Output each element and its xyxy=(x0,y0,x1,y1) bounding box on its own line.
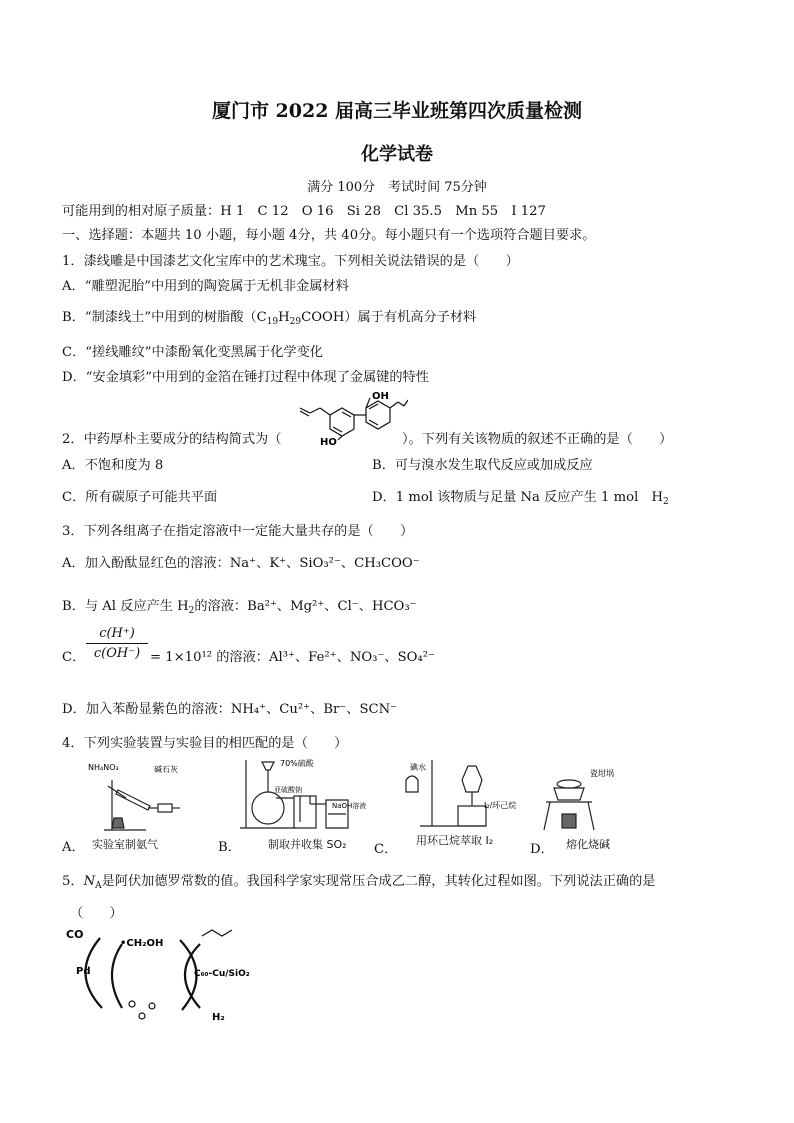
q1-b-text-2: H xyxy=(278,310,290,325)
q3-option-d: D．加入苯酚显紫色的溶液：NH₄⁺、Cu²⁺、Br⁻、SCN⁻ xyxy=(62,702,398,717)
exam-meta: 满分 100分 考试时间 75分钟 xyxy=(307,180,487,195)
apparatus-b-caption: 制取并收集 SO₂ xyxy=(268,838,347,851)
d-vessel: 瓷坩埚 xyxy=(590,769,614,778)
catalyst-label: C₆₀-Cu/SiO₂ xyxy=(194,969,250,979)
q4-a-label: A． xyxy=(62,840,85,855)
co-label: CO xyxy=(66,928,84,941)
q3-option-c-label: C． xyxy=(62,650,86,665)
q5-stem xyxy=(62,870,656,891)
q2-d-text: D．1 mol 该物质与足量 Na 反应产生 1 mol H xyxy=(372,490,663,505)
apparatus-d-caption: 熔化烧碱 xyxy=(566,838,610,851)
a-reagent-2: 碱石灰 xyxy=(154,765,178,774)
q2-d-sub: 2 xyxy=(662,497,669,507)
q2-option-d xyxy=(372,486,669,507)
subject-title: 化学试卷 xyxy=(361,144,433,165)
q2-option-c: C．所有碳原子可能共平面 xyxy=(62,490,218,505)
q4-stem: 4．下列实验装置与实验目的相匹配的是（ ） xyxy=(62,736,348,751)
q3-stem: 3．下列各组离子在指定溶液中一定能大量共存的是（ ） xyxy=(62,524,414,539)
catalytic-cycle-diagram xyxy=(62,924,262,1024)
q2-option-a: A．不饱和度为 8 xyxy=(62,458,164,473)
ethylene-glycol xyxy=(202,930,232,936)
apparatus-a-ammonia xyxy=(86,760,186,832)
q1-option-d: D．“安金填彩”中用到的金箔在锤打过程中体现了金属键的特性 xyxy=(62,370,429,385)
c-solvent: I₂/环己烷 xyxy=(484,801,516,810)
q1-option-b xyxy=(62,306,476,327)
a-reagent-1: NH₄NO₃ xyxy=(88,763,119,772)
oh-label-top: OH xyxy=(372,391,389,402)
q3-option-c-text: = 1×10¹² 的溶液：Al³⁺、Fe²⁺、NO₃⁻、SO₄²⁻ xyxy=(150,650,435,665)
q1-b-sub-1: 19 xyxy=(266,317,279,327)
fraction-numerator: c(H⁺) xyxy=(99,626,135,641)
magnolol-structure xyxy=(292,388,408,446)
apparatus-b-so2 xyxy=(236,756,376,832)
q5-na: N xyxy=(83,874,96,889)
q3-b-text-2: 的溶液：Ba²⁺、Mg²⁺、Cl⁻、HCO₃⁻ xyxy=(194,599,417,614)
q3-b-text-1: B．与 Al 反应产生 H xyxy=(62,599,189,614)
h2-label: H₂ xyxy=(212,1012,225,1023)
b-acid: 70%硫酸 xyxy=(280,759,314,768)
q1-b-sub-2: 29 xyxy=(289,317,302,327)
apparatus-a-caption: 实验室制氨气 xyxy=(92,838,158,851)
exam-title: 厦门市 2022 届高三毕业班第四次质量检测 xyxy=(211,100,583,122)
q5-na-sub: A xyxy=(95,881,102,891)
apparatus-d-melt xyxy=(540,764,630,832)
q3-b-sub: 2 xyxy=(188,606,195,616)
fraction-bar xyxy=(86,643,148,644)
left-arc-inner xyxy=(112,944,122,1008)
q5-stem-text: 是阿伏加德罗常数的值。我国科学家实现常压合成乙二醇，其转化过程如图。下列说法正确的是 xyxy=(101,874,656,889)
q4-c-label: C． xyxy=(374,842,398,857)
q3-option-a: A．加入酚酞显红色的溶液：Na⁺、K⁺、SiO₃²⁻、CH₃COO⁻ xyxy=(62,556,420,571)
pd-label: Pd xyxy=(76,966,91,977)
q2-option-b: B．可与溴水发生取代反应或加成反应 xyxy=(372,458,593,473)
fraction-denominator: c(OH⁻) xyxy=(93,646,141,661)
q1-option-a: A．“雕塑泥胎”中用到的陶瓷属于无机非金属材料 xyxy=(62,279,349,294)
b-base: NaOH溶液 xyxy=(332,802,367,810)
q5-answer-paren: （ ） xyxy=(70,906,123,921)
q1-b-text-3: COOH）属于有机高分子材料 xyxy=(301,310,477,325)
oxalate-ester xyxy=(129,1001,155,1019)
q5-number: 5． xyxy=(62,874,84,889)
q4-b-label: B． xyxy=(218,840,241,855)
b-salt: 亚硫酸钠 xyxy=(274,786,302,794)
q3-option-b xyxy=(62,595,417,616)
q2-stem-part2: ）。下列有关该物质的叙述不正确的是（ ） xyxy=(402,432,673,447)
apparatus-c-caption: 用环己烷萃取 I₂ xyxy=(416,834,494,847)
section-heading: 一、选择题：本题共 10 小题，每小题 4分，共 40分。每小题只有一个选项符合题目要求。 xyxy=(62,228,596,243)
oh-label-bottom: HO xyxy=(320,437,337,446)
q1-option-c: C．“搓线雕纹”中漆酚氧化变黑属于化学变化 xyxy=(62,345,323,360)
q1-stem: 1．漆线雕是中国漆艺文化宝库中的艺术瑰宝。下列相关说法错误的是（ ） xyxy=(62,254,519,269)
ch2oh-label: •CH₂OH xyxy=(120,938,164,949)
atomic-mass-line: 可能用到的相对原子质量：H 1 C 12 O 16 Si 28 Cl 35.5 Mn 55 I 127 xyxy=(62,204,546,219)
c-water: 碘水 xyxy=(410,763,426,772)
q1-b-text-1: B．“制漆线土”中用到的树脂酸（C xyxy=(62,310,267,325)
q3-c-fraction xyxy=(86,626,148,661)
q2-stem-part1: 2．中药厚朴主要成分的结构简式为（ xyxy=(62,432,282,447)
q4-d-label: D． xyxy=(530,842,554,857)
apparatus-c-extraction xyxy=(396,756,516,828)
